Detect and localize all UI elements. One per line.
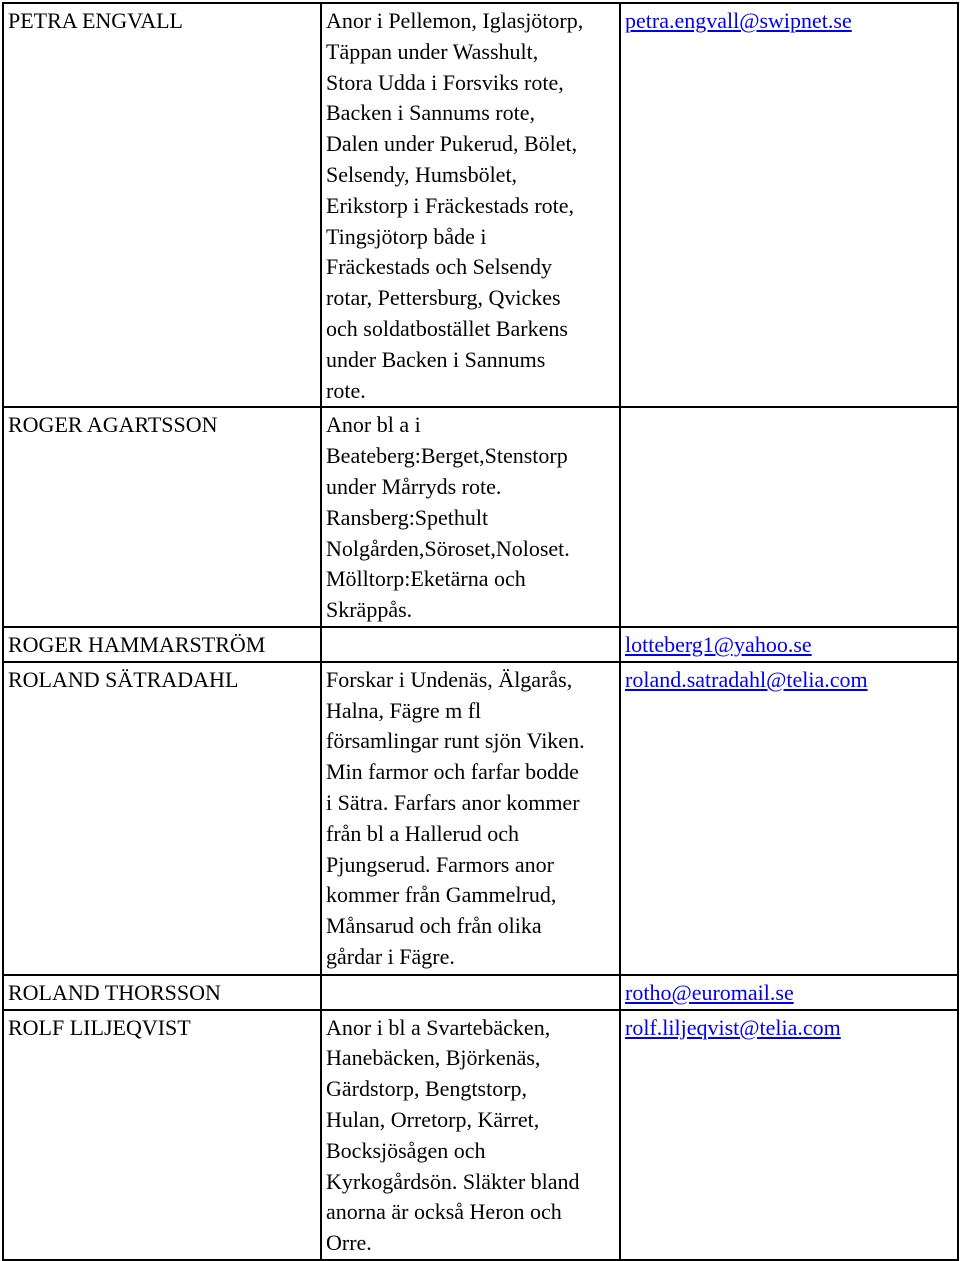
email-link[interactable]: roland.satradahl@telia.com (625, 666, 868, 692)
table-row (3, 975, 958, 1010)
description-text: Anor bl a i Beateberg:Berget,Stenstorp under Mårryds rote. Ransberg:Spethult Nolgården,Söroset,Noloset. Mölltorp:Eketärna och Skräppås. (326, 412, 570, 623)
table-row (3, 3, 958, 407)
description-text: Forskar i Undenäs, Älgarås, Halna, Fägre m fl församlingar runt sjön Viken. Min farmor och farfar bodde i Sätra. Farfars anor kommer från bl a Hallerud och Pjungserud. Farmors anor kommer från Gammelrud, Månsarud och från olika gårdar i Fägre. (326, 666, 585, 969)
member-description (321, 1010, 620, 1260)
member-description (321, 627, 620, 662)
member-table (2, 2, 959, 1261)
member-name: ROGER AGARTSSON (3, 407, 321, 627)
member-email-cell (620, 627, 958, 662)
document-page (2, 2, 957, 1256)
table-row (3, 1010, 958, 1260)
member-email-cell (620, 1010, 958, 1260)
member-name: ROLAND SÄTRADAHL (3, 662, 321, 975)
member-name: ROLAND THORSSON (3, 975, 321, 1010)
member-description (321, 407, 620, 627)
email-link[interactable]: petra.engvall@swipnet.se (625, 8, 852, 33)
member-email-cell (620, 3, 958, 407)
member-name: ROLF LILJEQVIST (3, 1010, 321, 1260)
description-text: Anor i bl a Svartebäcken, Hanebäcken, Björkenäs, Gärdstorp, Bengtstorp, Hulan, Orretorp, Kärret, Bocksjösågen och Kyrkogårdsön. Släkter bland anorna är också Heron och Orre. (326, 1014, 580, 1256)
member-name: PETRA ENGVALL (3, 3, 321, 407)
member-email-cell (620, 662, 958, 975)
member-description (321, 975, 620, 1010)
table-row (3, 627, 958, 662)
email-link[interactable]: rotho@euromail.se (625, 979, 794, 1005)
table-row (3, 407, 958, 627)
table-row (3, 662, 958, 975)
email-link[interactable]: lotteberg1@yahoo.se (625, 631, 812, 657)
member-name: ROGER HAMMARSTRÖM (3, 627, 321, 662)
email-link[interactable]: rolf.liljeqvist@telia.com (625, 1014, 841, 1040)
description-text: Anor i Pellemon, Iglasjötorp, Täppan under Wasshult, Stora Udda i Forsviks rote, Backen i Sannums rote, Dalen under Pukerud, Bölet, Selsendy, Humsbölet, Erikstorp i Fräckestads rote, Tingsjötorp både i Fräckestads och Selsendy rotar, Pettersburg, Qvickes och soldatbostället Barkens under Backen i Sannums rote. (326, 8, 584, 403)
member-email-cell (620, 975, 958, 1010)
member-description (321, 662, 620, 975)
member-description (321, 3, 620, 407)
member-email-cell (620, 407, 958, 627)
